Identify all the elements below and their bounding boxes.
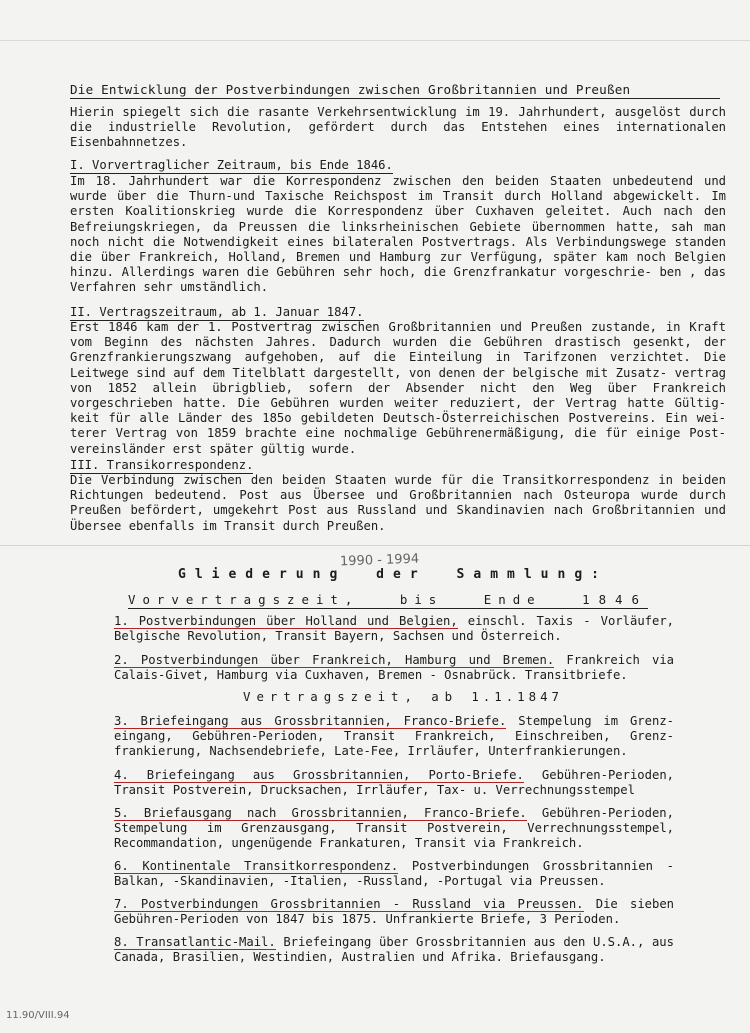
- sub-word: ab: [431, 689, 459, 704]
- title-word: Gliederung: [178, 567, 347, 582]
- sub-word: Vertragszeit,: [243, 689, 418, 704]
- item-label: 5. Briefausgang nach Grossbritannien, Franco-Briefe.: [114, 806, 527, 820]
- section-divider: [0, 545, 750, 546]
- outline-item: [114, 806, 674, 851]
- section-1-text: Im 18. Jahrhundert war die Korrespondenz zwischen den beiden Staaten unbedeutend und wurde über die Thurn-und Taxische Reichspost im Transit durch Holland abgewickelt. Im ersten Koalitionskrieg wurde die Korrespondenz über Cuxhaven geleitet. Auch nach den Befreiungskriegen, da Preussen die linksrheinischen Gebiete übernommen hatte, sah man noch nicht die Notwendigkeit eines bilateralen Postvertrags. Als Verbindungswege standen die über Frankreich, Holland, Bremen und Hamburg zur Verfügung, später kam noch Belgien hinzu. Allerdings waren die Gebühren sehr hoch, die Grenzfrankatur vorgeschrie- ben , das Verfahren sehr umständlich.: [70, 174, 726, 295]
- margin-note: 11.90/VIII.94: [6, 1010, 70, 1021]
- top-divider: [0, 40, 750, 41]
- sub-word: Vorvertragszeit,: [128, 592, 360, 607]
- item-text: Gebühren-Perioden, Stempelung im Grenzausgang, Transit Postverein, Verrechnungsstempel, Recommandation, ungenügende Frankaturen, Transit via Frankreich.: [114, 806, 674, 850]
- section-2-text: Erst 1846 kam der 1. Postvertrag zwischen Großbritannien und Preußen zustande, in Kraft vom Beginn des nächsten Jahres. Dadurch wurden die Gebühren drastisch gesenkt, der Grenzfrankierungszwang aufgehoben, auf die Einteilung in Tarifzonen verzichtet. Die Leitwege sind auf dem Titelblatt dargestellt, von denen der belgische mit Zusatz- vertrag von 1852 allein übrigblieb, sofern der Absender nicht den Weg über Frankreich vorgeschrieben hatte. Die Gebühren wurden weiter reduziert, der Vertrag hatte Gültig- keit für alle Länder des 185o gebildeten Deutsch-Österreichischen Postvereins. Ein wei- terer Vertrag von 1859 brachte eine nochmalige Gebührenermäßigung, die für einige Post- vereinsländer erst später gültig wurde.: [70, 320, 726, 456]
- sub-word: bis: [399, 592, 444, 607]
- item-text: Die sieben Gebühren-Perioden von 1847 bis 1875. Unfrankierte Briefe, 3 Perioden.: [114, 897, 675, 926]
- item-label: 3. Briefeingang aus Grossbritannien, Franco-Briefe.: [114, 714, 507, 728]
- section-2-title: II. Vertragszeitraum, ab 1. Januar 1847.: [70, 305, 364, 319]
- title-word: der: [376, 567, 427, 582]
- item-label: 2. Postverbindungen über Frankreich, Hamburg und Bremen.: [114, 653, 555, 667]
- outline-item: [114, 935, 674, 965]
- outline-item: [114, 614, 674, 644]
- pencil-date-note: 1990 - 1994: [339, 551, 420, 570]
- item-label: 6. Kontinentale Transitkorrespondenz.: [114, 859, 399, 873]
- outline-item: [114, 897, 674, 927]
- subheading-pre-treaty: [128, 592, 648, 609]
- sub-word: Ende: [483, 592, 542, 607]
- sub-word: 1.1.1847: [471, 689, 563, 704]
- page-heading: Die Entwicklung der Postverbindungen zwischen Großbritannien und Preußen: [70, 82, 720, 99]
- item-label: 7. Postverbindungen Grossbritannien - Russland via Preussen.: [114, 897, 584, 911]
- item-label: 4. Briefeingang aus Grossbritannien, Porto-Briefe.: [114, 768, 524, 782]
- subheading-treaty: [243, 689, 563, 704]
- outline-item: [114, 714, 674, 759]
- section-3-title: III. Transikorrespondenz.: [70, 458, 254, 472]
- item-text: Gebühren-Perioden, Transit Postverein, Drucksachen, Irrläufer, Tax- u. Verrechnungsstempel: [114, 768, 674, 797]
- section-3-text: Die Verbindung zwischen den beiden Staaten wurde für die Transitkorrespondenz in beiden Richtungen bedeutend. Post aus Übersee und Großbritannien nach Osteuropa wurde durch Preußen befördert, umgekehrt Post aus Russland und Skandinavien nach Großbritannien und Übersee ebenfalls im Transit durch Preußen.: [70, 473, 726, 533]
- item-text: Stempelung im Grenz- eingang, Gebühren-Perioden, Transit Frankreich, Einschreiben, Grenz- frankierung, Nachsendebriefe, Late-Fee, Irrläufer, Unterfrankierungen.: [114, 714, 674, 758]
- section-1-title: I. Vorvertraglicher Zeitraum, bis Ende 1846.: [70, 158, 393, 172]
- title-word: Sammlung:: [456, 567, 608, 582]
- outline-item: [114, 768, 674, 798]
- collection-outline-title: [178, 567, 608, 582]
- sub-word: 1846: [582, 592, 648, 607]
- outline-item: [114, 653, 674, 683]
- item-label: 8. Transatlantic-Mail.: [114, 935, 276, 949]
- outline-item: [114, 859, 674, 889]
- item-text: einschl. Taxis - Vorläufer, Belgische Revolution, Transit Bayern, Sachsen und Österreich.: [114, 614, 675, 643]
- intro-paragraph: Hierin spiegelt sich die rasante Verkehrsentwicklung im 19. Jahrhundert, ausgelöst durch die industrielle Revolution, gefördert durch das Entstehen eines internationalen Eisenbahnnetzes.: [70, 105, 726, 150]
- item-text: Postverbindungen Grossbritannien - Balkan, -Skandinavien, -Italien, -Russland, -Portugal via Preussen.: [114, 859, 674, 888]
- item-text: Frankreich via Calais-Givet, Hamburg via Cuxhaven, Bremen - Osnabrück. Transitbriefe.: [114, 653, 675, 682]
- item-text: Briefeingang über Grossbritannien aus den U.S.A., aus Canada, Brasilien, Westindien, Australien und Afrika. Briefausgang.: [114, 935, 674, 964]
- item-label: 1. Postverbindungen über Holland und Belgien,: [114, 614, 458, 628]
